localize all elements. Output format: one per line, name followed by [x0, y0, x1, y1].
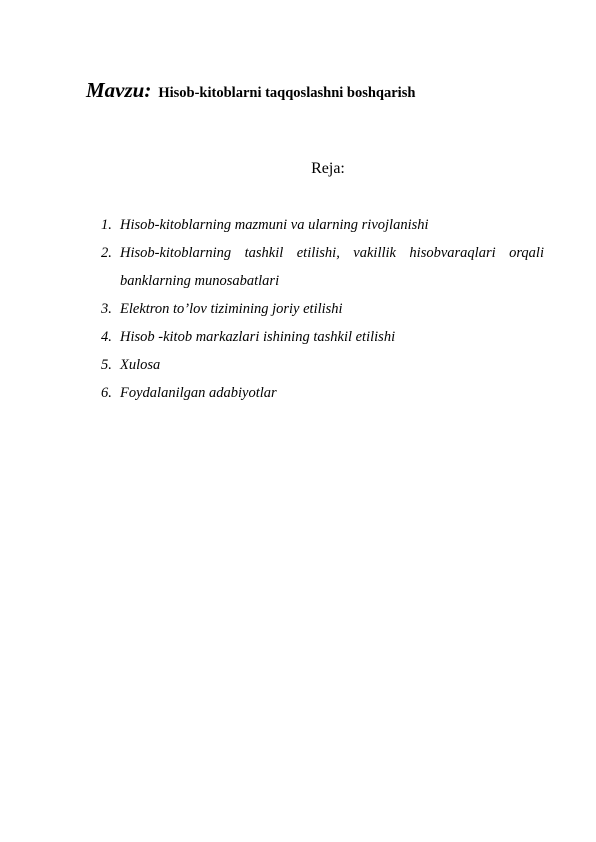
plan-item	[98, 379, 544, 407]
document-title	[86, 78, 546, 103]
plan-heading: Reja:	[311, 160, 345, 177]
plan-item-text: Hisob-kitoblarning mazmuni va ularning rivojlanishi	[120, 217, 429, 233]
plan-item-number: 3.	[101, 301, 112, 317]
plan-item-text: Elektron to’lov tizimining joriy etilishi	[120, 301, 343, 317]
plan-item-number: 4.	[101, 329, 112, 345]
plan-item-text: Foydalanilgan adabiyotlar	[120, 385, 277, 401]
plan-item-text: Xulosa	[120, 357, 161, 373]
plan-list	[98, 211, 544, 407]
plan-item-number: 1.	[101, 217, 112, 233]
plan-item-number: 2.	[101, 245, 112, 261]
title-label: Mavzu:	[86, 78, 152, 102]
plan-item	[98, 211, 544, 239]
title-text: Hisob-kitoblarni taqqoslashni boshqarish	[158, 85, 416, 101]
plan-item	[98, 295, 544, 323]
plan-item-number: 6.	[101, 385, 112, 401]
plan-item-text: Hisob-kitoblarning tashkil etilishi, vakillik hisobvaraqlari orqali banklarning munosabatlari	[120, 245, 544, 289]
plan-item	[98, 351, 544, 379]
plan-item	[98, 239, 544, 295]
plan-item	[98, 323, 544, 351]
plan-item-number: 5.	[101, 357, 112, 373]
plan-item-text: Hisob -kitob markazlari ishining tashkil etilishi	[120, 329, 396, 345]
